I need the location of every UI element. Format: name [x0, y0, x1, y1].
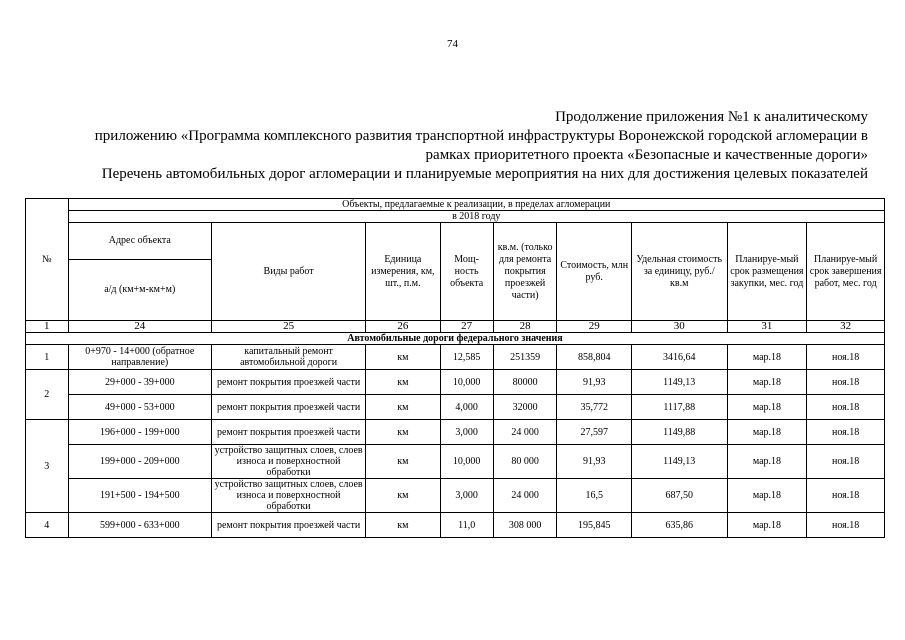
- row-sqm: 24 000: [493, 479, 557, 513]
- row-address: 196+000 - 199+000: [68, 420, 212, 445]
- row-capacity: 4,000: [440, 395, 493, 420]
- column-number: 24: [68, 321, 212, 333]
- row-completion: ноя.18: [807, 513, 885, 538]
- row-unit: км: [366, 395, 440, 420]
- row-unit-cost: 1149,13: [631, 445, 727, 479]
- row-sqm: 24 000: [493, 420, 557, 445]
- row-work-type: устройство защитных слоев, слоев износа и поверхностной обработки: [212, 479, 366, 513]
- column-number: 1: [26, 321, 69, 333]
- table-row: [26, 513, 885, 538]
- row-completion: ноя.18: [807, 345, 885, 370]
- header-capacity: Мощ-ность объекта: [440, 223, 493, 321]
- column-number: 26: [366, 321, 440, 333]
- row-work-type: ремонт покрытия проезжей части: [212, 420, 366, 445]
- row-unit-cost: 1117,88: [631, 395, 727, 420]
- document-heading: [48, 108, 868, 184]
- table-body: [26, 345, 885, 538]
- column-number: 32: [807, 321, 885, 333]
- column-number: 30: [631, 321, 727, 333]
- heading-line-2: приложению «Программа комплексного развития транспортной инфраструктуры Воронежской городской агломерации в: [94, 128, 868, 144]
- row-sqm: 80000: [493, 370, 557, 395]
- row-completion: ноя.18: [807, 370, 885, 395]
- row-group-number: 3: [26, 420, 69, 513]
- table-row: [26, 420, 885, 445]
- row-unit: км: [366, 370, 440, 395]
- roads-table: [25, 198, 885, 538]
- row-sqm: 308 000: [493, 513, 557, 538]
- row-address: 29+000 - 39+000: [68, 370, 212, 395]
- table-row: [26, 445, 885, 479]
- column-number: 25: [212, 321, 366, 333]
- row-cost: 35,772: [557, 395, 631, 420]
- row-completion: ноя.18: [807, 420, 885, 445]
- header-year: в 2018 году: [68, 211, 884, 223]
- column-number: 29: [557, 321, 631, 333]
- row-cost: 195,845: [557, 513, 631, 538]
- row-cost: 91,93: [557, 445, 631, 479]
- row-capacity: 3,000: [440, 420, 493, 445]
- row-unit: км: [366, 513, 440, 538]
- row-group-number: 2: [26, 370, 69, 420]
- row-cost: 27,597: [557, 420, 631, 445]
- row-sqm: 32000: [493, 395, 557, 420]
- row-capacity: 11,0: [440, 513, 493, 538]
- header-work-type: Виды работ: [212, 223, 366, 321]
- row-capacity: 3,000: [440, 479, 493, 513]
- row-work-type: капитальный ремонт автомобильной дороги: [212, 345, 366, 370]
- section-title: Автомобильные дороги федерального значения: [26, 333, 885, 345]
- row-procurement: мар.18: [727, 345, 807, 370]
- row-cost: 858,804: [557, 345, 631, 370]
- row-procurement: мар.18: [727, 420, 807, 445]
- row-unit: км: [366, 479, 440, 513]
- row-address: 191+500 - 194+500: [68, 479, 212, 513]
- row-capacity: 10,000: [440, 445, 493, 479]
- row-procurement: мар.18: [727, 513, 807, 538]
- header-completion: Планируе-мый срок завершения работ, мес. год: [807, 223, 885, 321]
- row-capacity: 10,000: [440, 370, 493, 395]
- heading-line-4: Перечень автомобильных дорог агломерации и планируемые мероприятия на них для достижения целевых показателей: [101, 166, 868, 182]
- header-sqm: кв.м. (только для ремонта покрытия проезжей части): [493, 223, 557, 321]
- column-number: 28: [493, 321, 557, 333]
- header-number: №: [26, 199, 69, 321]
- row-unit-cost: 687,50: [631, 479, 727, 513]
- row-unit-cost: 1149,88: [631, 420, 727, 445]
- row-group-number: 4: [26, 513, 69, 538]
- row-work-type: ремонт покрытия проезжей части: [212, 370, 366, 395]
- row-sqm: 80 000: [493, 445, 557, 479]
- heading-line-1: Продолжение приложения №1 к аналитическому: [555, 109, 868, 125]
- heading-line-3: рамках приоритетного проекта «Безопасные и качественные дороги»: [425, 147, 868, 163]
- column-number: 27: [440, 321, 493, 333]
- row-sqm: 251359: [493, 345, 557, 370]
- table-row: [26, 370, 885, 395]
- column-number: 31: [727, 321, 807, 333]
- row-address: 0+970 - 14+000 (обратное направление): [68, 345, 212, 370]
- row-completion: ноя.18: [807, 445, 885, 479]
- row-procurement: мар.18: [727, 395, 807, 420]
- header-cost: Стоимость, млн руб.: [557, 223, 631, 321]
- table-row: [26, 395, 885, 420]
- header-unit: Единица измерения, км, шт., п.м.: [366, 223, 440, 321]
- header-group-title: Объекты, предлагаемые к реализации, в пределах агломерации: [68, 199, 884, 211]
- row-procurement: мар.18: [727, 479, 807, 513]
- row-unit-cost: 3416,64: [631, 345, 727, 370]
- row-address: 49+000 - 53+000: [68, 395, 212, 420]
- row-procurement: мар.18: [727, 370, 807, 395]
- header-procurement: Планируе-мый срок размещения закупки, мес. год: [727, 223, 807, 321]
- header-address: Адрес объекта: [68, 223, 212, 260]
- row-address: 599+000 - 633+000: [68, 513, 212, 538]
- row-unit: км: [366, 345, 440, 370]
- row-completion: ноя.18: [807, 479, 885, 513]
- row-unit-cost: 1149,13: [631, 370, 727, 395]
- row-unit: км: [366, 445, 440, 479]
- row-cost: 91,93: [557, 370, 631, 395]
- header-unit-cost: Удельная стоимость за единицу, руб./ кв.м: [631, 223, 727, 321]
- row-unit: км: [366, 420, 440, 445]
- row-work-type: устройство защитных слоев, слоев износа и поверхностной обработки: [212, 445, 366, 479]
- row-unit-cost: 635,86: [631, 513, 727, 538]
- row-address: 199+000 - 209+000: [68, 445, 212, 479]
- header-address-sub: а/д (км+м-км+м): [68, 260, 212, 321]
- row-cost: 16,5: [557, 479, 631, 513]
- row-capacity: 12,585: [440, 345, 493, 370]
- table-row: [26, 479, 885, 513]
- table-row: [26, 345, 885, 370]
- row-group-number: 1: [26, 345, 69, 370]
- row-work-type: ремонт покрытия проезжей части: [212, 513, 366, 538]
- row-procurement: мар.18: [727, 445, 807, 479]
- row-completion: ноя.18: [807, 395, 885, 420]
- row-work-type: ремонт покрытия проезжей части: [212, 395, 366, 420]
- page-number: 74: [447, 38, 458, 50]
